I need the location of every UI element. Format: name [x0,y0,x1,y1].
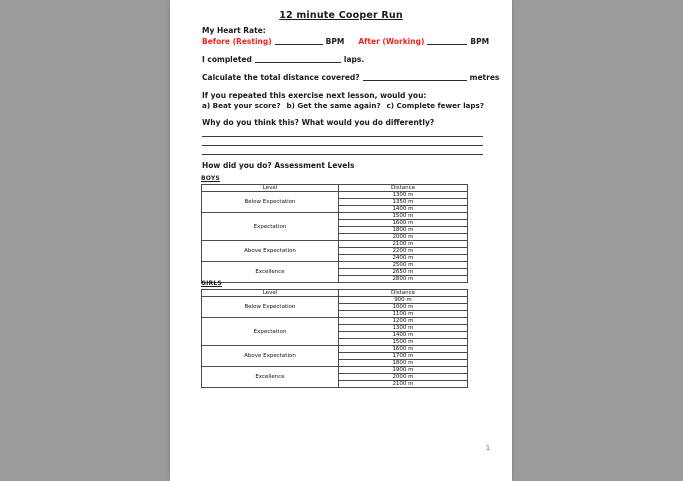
level-cell: Excellence [202,367,339,388]
option-a: a) Beat your score? [202,101,281,110]
level-cell: Above Expectation [202,241,339,262]
why-question: Why do you think this? What would you do differently? [202,118,435,127]
distance-cell: 2000 m [339,234,468,241]
answer-lines [202,128,483,155]
distance-cell: 1300 m [339,325,468,332]
assessment-table [201,289,468,388]
laps-blank-line [255,55,341,63]
distance-cell: 2500 m [339,262,468,269]
level-cell: Expectation [202,318,339,346]
distance-cell: 2400 m [339,255,468,262]
answer-blank-line [202,128,483,137]
answer-blank-line [202,137,483,146]
distance-cell: 1200 m [339,318,468,325]
level-cell: Above Expectation [202,346,339,367]
level-cell: Below Expectation [202,192,339,213]
heart-rate-label: My Heart Rate: [202,26,266,35]
girls-table-container [201,289,468,388]
boys-group-label: BOYS [201,175,220,182]
level-cell: Excellence [202,262,339,283]
document-page [170,0,512,481]
before-resting-label: Before (Resting) [202,37,272,46]
after-working-label: After (Working) [358,37,425,46]
distance-cell: 2800 m [339,276,468,283]
assessment-heading: How did you do? Assessment Levels [202,161,355,170]
distance-blank-line [363,73,467,81]
before-bpm-unit: BPM [325,37,345,46]
distance-cell: 1000 m [339,304,468,311]
distance-cell: 2200 m [339,248,468,255]
distance-cell: 1900 m [339,367,468,374]
level-cell: Expectation [202,213,339,241]
heart-rate-row [202,37,489,46]
distance-cell: 1100 m [339,311,468,318]
repeat-options-row [202,101,484,110]
assessment-table [201,184,468,283]
distance-cell: 1600 m [339,346,468,353]
distance-cell: 1700 m [339,353,468,360]
before-bpm-blank-line [275,37,323,45]
repeat-question: If you repeated this exercise next lesson, would you: [202,91,427,100]
laps-suffix: laps. [343,55,365,64]
answer-blank-line [202,146,483,155]
laps-row [202,55,364,64]
distance-cell: 1500 m [339,339,468,346]
page-number: 1 [485,444,491,452]
distance-cell: 2000 m [339,374,468,381]
after-bpm-unit: BPM [470,37,490,46]
boys-table-container [201,184,468,283]
distance-cell: 1350 m [339,199,468,206]
column-header: Level [202,185,339,192]
distance-cell: 2100 m [339,241,468,248]
column-header: Distance [339,185,468,192]
distance-prefix: Calculate the total distance covered? [202,73,360,82]
distance-cell: 2650 m [339,269,468,276]
level-cell: Below Expectation [202,297,339,318]
distance-cell: 1800 m [339,360,468,367]
distance-suffix: metres [469,73,500,82]
distance-row [202,73,499,82]
distance-cell: 900 m [339,297,468,304]
page-title: 12 minute Cooper Run [279,10,403,21]
distance-cell: 1400 m [339,206,468,213]
distance-cell: 1300 m [339,192,468,199]
column-header: Level [202,290,339,297]
column-header: Distance [339,290,468,297]
distance-cell: 1800 m [339,227,468,234]
distance-cell: 2100 m [339,381,468,388]
distance-cell: 1500 m [339,213,468,220]
option-b: b) Get the same again? [286,101,381,110]
laps-prefix: I completed [202,55,252,64]
girls-group-label: GIRLS [201,280,222,287]
distance-cell: 1400 m [339,332,468,339]
after-bpm-blank-line [427,37,467,45]
distance-cell: 1600 m [339,220,468,227]
option-c: c) Complete fewer laps? [386,101,484,110]
